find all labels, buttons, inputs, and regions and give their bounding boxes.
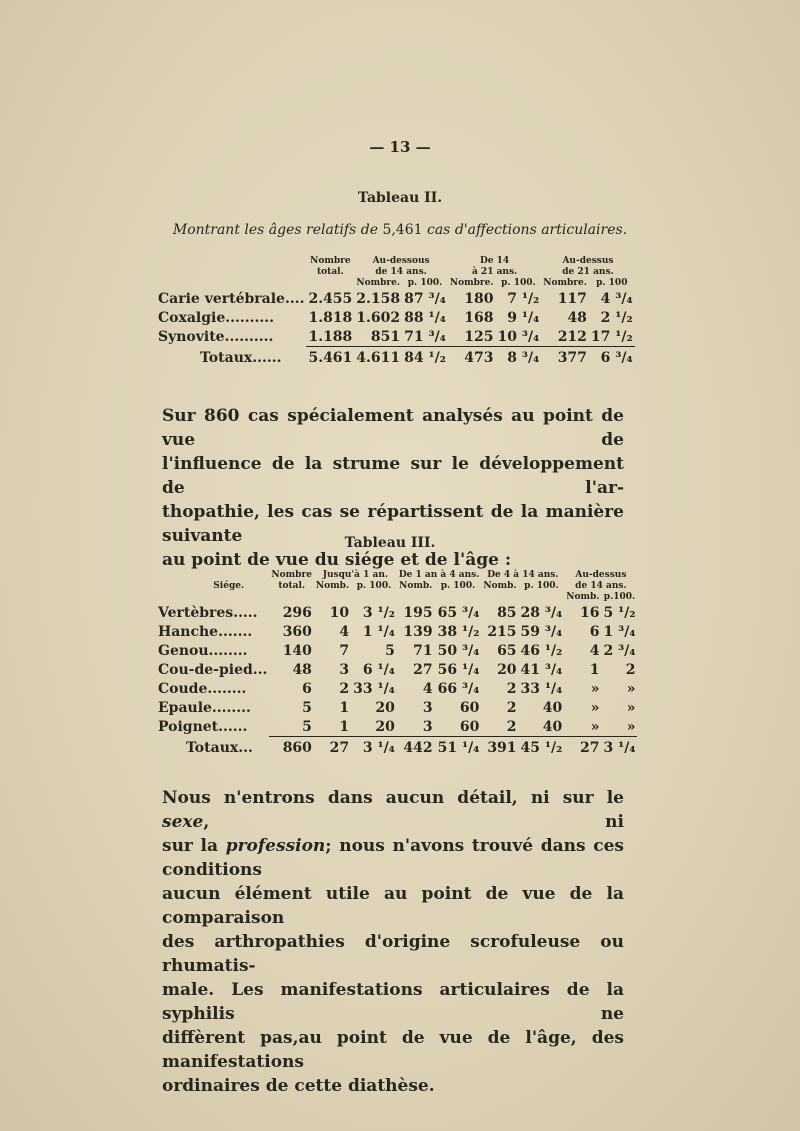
- row-label: Poignet......: [158, 718, 248, 735]
- cell: »: [564, 717, 601, 737]
- text-run: ; nous n'avons trouvé dans ces conditions: [162, 836, 624, 880]
- subheader: Nomb.: [315, 581, 350, 591]
- row-label: Genou........: [158, 642, 248, 659]
- cell: 3 ¹/₄: [603, 740, 636, 756]
- cell: 48: [292, 661, 312, 678]
- cell: 33 ¹/₄: [353, 680, 395, 697]
- cell: 56 ¹/₄: [437, 661, 480, 678]
- text-italic-sexe: sexe: [162, 812, 204, 832]
- cell: 10: [329, 604, 350, 621]
- row-label: Coxalgie..........: [158, 309, 274, 326]
- header-total: total.: [317, 267, 344, 277]
- cell: 85: [497, 604, 517, 621]
- cell: 46 ¹/₂: [520, 642, 563, 659]
- cell: 6 ¹/₄: [362, 661, 395, 678]
- cell: 8 ³/₄: [507, 350, 540, 366]
- subheader: Nomb.: [566, 592, 600, 602]
- subheader: p. 100.: [407, 278, 443, 288]
- cell: 3: [339, 661, 350, 678]
- header-nombre: Nombre: [310, 256, 351, 266]
- header-de-1-an-a-4-ans: De 1 an à 4 ans.: [398, 570, 480, 580]
- cell: 860: [282, 740, 312, 756]
- cell: 38 ¹/₂: [437, 623, 480, 640]
- cell: 16: [579, 604, 600, 621]
- cell: 5: [302, 699, 312, 716]
- subheader: p.100.: [603, 592, 636, 602]
- cell: 1: [589, 661, 600, 678]
- row-label: Vertèbres.....: [158, 604, 258, 621]
- cell: 377: [557, 350, 587, 366]
- cell: 180: [464, 290, 494, 307]
- cell: 50 ³/₄: [437, 642, 480, 659]
- paragraph-2: [162, 786, 624, 1098]
- cell: 5.461: [308, 350, 353, 366]
- tableau-3-table: [156, 570, 637, 759]
- cell: 360: [282, 623, 312, 640]
- cell: 9 ¹/₄: [507, 309, 540, 326]
- text-line: des arthropathies d'origine scrofuleuse ou rhumatis-: [162, 932, 624, 976]
- text-italic-profession: profession: [225, 836, 326, 856]
- cell: »: [601, 717, 637, 737]
- cell: 5 ¹/₂: [603, 604, 636, 621]
- cell: 139: [403, 623, 433, 640]
- cell: 2.455: [308, 290, 353, 307]
- text-line: au point de vue du siége et de l'âge :: [162, 550, 512, 570]
- cell: 2 ³/₄: [603, 642, 636, 659]
- cell: 6: [302, 680, 312, 697]
- cell: 442: [403, 740, 433, 756]
- header-au-dessus: Au-dessus: [562, 256, 614, 266]
- header-nombre: Nombre: [271, 570, 312, 580]
- totals-row: [156, 737, 637, 760]
- cell: 66 ³/₄: [437, 680, 480, 697]
- cell: 4 ³/₄: [600, 290, 633, 307]
- cell: 851: [354, 327, 402, 347]
- row-label: Carie vertébrale....: [158, 290, 305, 307]
- tableau-2-title: Tableau II.: [357, 190, 443, 206]
- header-de-4-a-14-ans: De 4 à 14 ans.: [487, 570, 559, 580]
- text-run: Nous n'entrons dans aucun détail, ni sur le: [162, 788, 624, 808]
- cell: 7: [339, 642, 350, 659]
- cell: 27: [329, 740, 350, 756]
- cell: 71 ³/₄: [404, 328, 446, 345]
- header-de-14-ans: de 14 ans.: [375, 267, 427, 277]
- subheader: Nomb.: [399, 581, 433, 591]
- cell: 4: [422, 680, 433, 697]
- cell: 17 ¹/₂: [590, 328, 633, 345]
- cell: »: [626, 699, 636, 716]
- table-row: [156, 603, 637, 622]
- cell: 391: [487, 740, 517, 756]
- cell: 28 ³/₄: [520, 604, 563, 621]
- tableau-3-title: Tableau III.: [344, 535, 436, 551]
- subtitle-part-a: Montrant les âges relatifs de: [172, 222, 383, 238]
- text-line: [162, 786, 624, 834]
- subheader: Nombre.: [543, 278, 587, 288]
- subheader: p. 100.: [501, 278, 536, 288]
- row-label: Coude........: [158, 680, 247, 697]
- cell: 2: [506, 699, 517, 716]
- subheader: Nomb.: [483, 581, 517, 591]
- cell: »: [590, 699, 600, 716]
- cell: »: [626, 680, 636, 697]
- cell: 6 ³/₄: [600, 350, 633, 366]
- header-au-dessus: Au-dessus: [575, 570, 627, 580]
- table-row: [156, 641, 637, 660]
- text-line: diffèrent pas,au point de vue de l'âge, des manifestations: [162, 1028, 624, 1072]
- cell: 195: [403, 604, 433, 621]
- cell: 3 ¹/₂: [362, 604, 395, 621]
- cell: 51 ¹/₄: [437, 740, 480, 756]
- cell: 1.818: [308, 309, 353, 326]
- cell: 45 ¹/₂: [520, 740, 563, 756]
- cell: 4: [339, 623, 350, 640]
- cell: 41 ³/₄: [520, 661, 563, 678]
- cell: 59 ³/₄: [520, 623, 563, 640]
- cell: 10 ³/₄: [497, 328, 540, 345]
- cell: 27: [413, 661, 433, 678]
- text-line: Sur 860 cas spécialement analysés au point de vue de: [162, 406, 624, 450]
- subheader: p. 100.: [440, 581, 476, 591]
- row-label: Cou-de-pied...: [158, 661, 268, 678]
- text-run: sur la: [162, 836, 226, 856]
- cell: 212: [541, 327, 589, 347]
- totals-row: [156, 347, 635, 370]
- cell: 60: [435, 717, 482, 737]
- cell: 2.158: [356, 290, 401, 307]
- cell: 27: [579, 740, 600, 756]
- cell: 3: [422, 699, 433, 716]
- subtitle-number: 5,461: [382, 222, 423, 238]
- cell: 215: [487, 623, 517, 640]
- cell: 84 ¹/₂: [404, 350, 446, 366]
- cell: 65: [497, 642, 517, 659]
- subheader: p. 100: [596, 278, 628, 288]
- cell: 1: [314, 717, 351, 737]
- cell: 2: [625, 661, 636, 678]
- cell: 20: [351, 717, 397, 737]
- text-line: male. Les manifestations articulaires de la syphilis ne: [162, 980, 624, 1024]
- cell: 3 ¹/₄: [362, 740, 395, 756]
- text-line: [162, 834, 624, 882]
- tableau-2-subtitle: [0, 222, 800, 238]
- text-line: l'influence de la strume sur le développement de l'ar-: [162, 454, 624, 498]
- cell: 20: [497, 661, 517, 678]
- cell: 1.188: [308, 328, 353, 345]
- cell: 2: [339, 680, 350, 697]
- header-a-21-ans: à 21 ans.: [471, 267, 518, 277]
- cell: 2 ¹/₂: [600, 309, 633, 326]
- cell: 1.602: [356, 309, 401, 326]
- subheader: p. 100.: [524, 581, 559, 591]
- cell: 125: [448, 327, 496, 347]
- tableau-2-table: [156, 256, 635, 369]
- cell: 7 ¹/₂: [507, 290, 540, 307]
- cell: 2: [481, 717, 518, 737]
- header-de-21-ans: de 21 ans.: [562, 267, 614, 277]
- cell: 140: [282, 642, 312, 659]
- cell: 117: [557, 290, 587, 307]
- text-line: thopathie, les cas se répartissent de la manière suivante: [162, 502, 624, 546]
- totals-label: Totaux...: [186, 739, 253, 756]
- cell: 40: [542, 699, 563, 716]
- subtitle-part-b: cas d'affections articulaires.: [422, 222, 628, 238]
- table-row: [156, 622, 637, 641]
- table-row: [156, 717, 637, 737]
- header-siege: Siége.: [213, 581, 245, 591]
- totals-label: Totaux......: [200, 349, 282, 366]
- header-total: total.: [278, 581, 306, 591]
- cell: 88 ¹/₄: [404, 309, 446, 326]
- cell: 3: [397, 717, 435, 737]
- header-au-dessous: Au-dessous: [372, 256, 430, 266]
- cell: 4.611: [356, 350, 401, 366]
- cell: 1: [339, 699, 350, 716]
- cell: 473: [464, 350, 494, 366]
- cell: 5: [269, 717, 314, 737]
- cell: 48: [567, 309, 587, 326]
- row-label: Synovite..........: [158, 328, 274, 345]
- page-number: — 13 —: [369, 138, 431, 156]
- cell: 6: [589, 623, 600, 640]
- table-row: [156, 679, 637, 698]
- header-jusqu-a-1-an: Jusqu'à 1 an.: [322, 570, 389, 580]
- subheader: Nombre.: [449, 278, 494, 288]
- cell: 20: [375, 699, 395, 716]
- cell: 1 ¹/₄: [362, 623, 395, 640]
- table-row: [156, 289, 635, 308]
- text-run: , ni: [203, 812, 624, 832]
- row-label: Hanche.......: [158, 623, 253, 640]
- header-de-14: De 14: [479, 256, 510, 266]
- text-line: aucun élément utile au point de vue de la comparaison: [162, 884, 624, 928]
- cell: 296: [282, 604, 312, 621]
- cell: 60: [459, 699, 480, 716]
- row-label: Epaule........: [158, 699, 251, 716]
- cell: 87 ³/₄: [404, 290, 446, 307]
- table-row: [156, 327, 635, 347]
- subheader: p. 100.: [356, 581, 392, 591]
- cell: 2: [506, 680, 517, 697]
- cell: 33 ¹/₄: [520, 680, 563, 697]
- table-row: [156, 698, 637, 717]
- cell: 65 ³/₄: [437, 604, 480, 621]
- cell: 168: [464, 309, 494, 326]
- cell: 40: [519, 717, 565, 737]
- text-line: ordinaires de cette diathèse.: [162, 1076, 435, 1096]
- table-row: [156, 660, 637, 679]
- cell: 1 ³/₄: [603, 623, 636, 640]
- cell: »: [590, 680, 600, 697]
- header-de-14-ans: de 14 ans.: [575, 581, 627, 591]
- cell: 5: [385, 642, 395, 659]
- table-row: [156, 308, 635, 327]
- subheader: Nombre.: [356, 278, 401, 288]
- cell: 4: [589, 642, 600, 659]
- cell: 71: [413, 642, 433, 659]
